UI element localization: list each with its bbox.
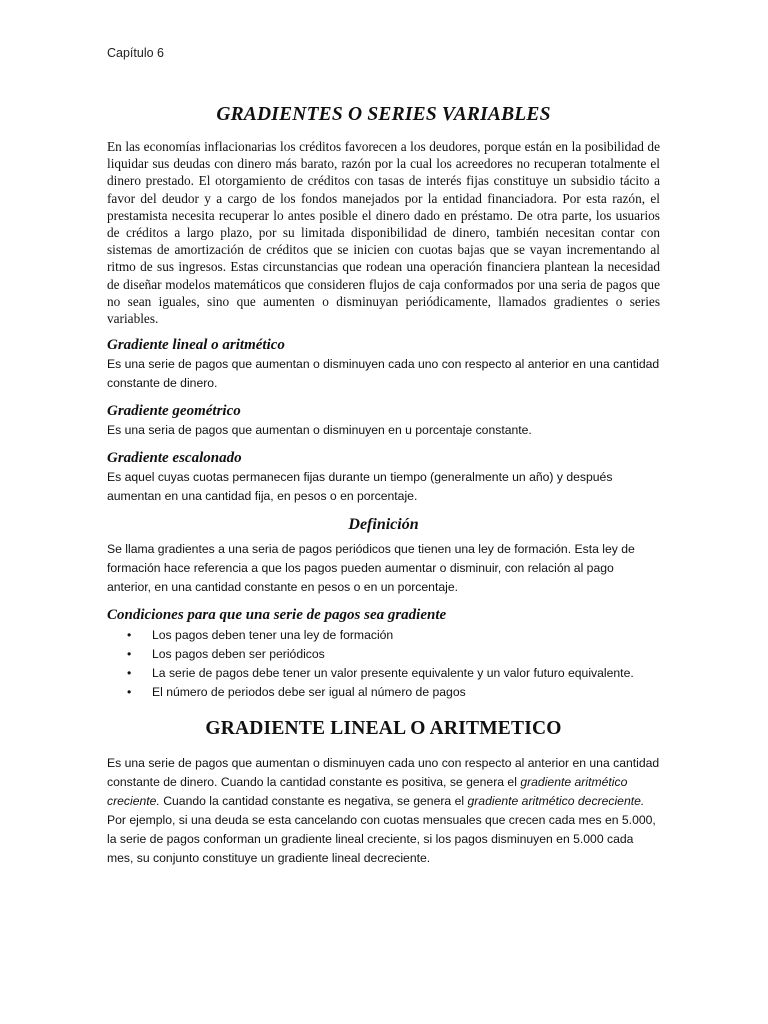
page-content bbox=[107, 104, 660, 878]
conditions-heading: Condiciones para que una serie de pagos sea gradiente bbox=[107, 607, 447, 624]
list-item bbox=[127, 645, 660, 664]
list-item bbox=[127, 664, 660, 683]
linear-emphasis-increasing: gradiente aritmético creciente. bbox=[107, 775, 628, 809]
page-title: GRADIENTES O SERIES VARIABLES bbox=[216, 104, 551, 125]
section-title-linear-gradient: GRADIENTE LINEAL O ARITMETICO bbox=[205, 718, 562, 740]
section-heading-linear: Gradiente lineal o aritmético bbox=[107, 337, 285, 354]
linear-text-part3: Por ejemplo, si una deuda se esta cancelando con cuotas mensuales que crecen cada mes en 5.000, la serie de pagos conforman un gradiente lineal creciente, si los pagos disminuyen en 5.000 cada mes, su conjunto constituye un gradiente lineal decreciente. bbox=[107, 813, 656, 866]
linear-text-part2: Cuando la cantidad constante es negativa, se genera el bbox=[159, 794, 468, 809]
section-heading-geometric: Gradiente geométrico bbox=[107, 403, 241, 420]
chapter-label: Capítulo 6 bbox=[107, 46, 164, 60]
list-item bbox=[127, 683, 660, 702]
linear-gradient-paragraph bbox=[107, 754, 660, 868]
linear-emphasis-decreasing: gradiente aritmético decreciente. bbox=[467, 794, 645, 809]
bullet-icon: • bbox=[127, 685, 132, 700]
definition-text: Se llama gradientes a una seria de pagos periódicos que tienen una ley de formación. Esta ley de formación hace referencia a que los pagos pueden aumentar o disminuir, con relación al pago anterior, en una cantidad constante en pesos o en un porcentaje. bbox=[107, 542, 635, 595]
list-item bbox=[127, 626, 660, 645]
list-item-text: Los pagos deben tener una ley de formación bbox=[152, 628, 394, 643]
list-item-text: El número de periodos debe ser igual al número de pagos bbox=[152, 685, 466, 700]
bullet-icon: • bbox=[127, 628, 132, 643]
conditions-list bbox=[107, 626, 660, 702]
linear-text-part1: Es una serie de pagos que aumentan o disminuyen cada uno con respecto al anterior en una cantidad constante de dinero. Cuando la cantidad constante es positiva, se genera el bbox=[107, 756, 660, 790]
section-text-stepped: Es aquel cuyas cuotas permanecen fijas durante un tiempo (generalmente un año) y después aumentan en una cantidad fija, en pesos o en porcentaje. bbox=[107, 470, 613, 504]
bullet-icon: • bbox=[127, 647, 132, 662]
section-text-linear: Es una serie de pagos que aumentan o disminuyen cada uno con respecto al anterior en una cantidad constante de dinero. bbox=[107, 357, 660, 391]
definition-heading: Definición bbox=[348, 516, 419, 534]
intro-paragraph: En las economías inflacionarias los créditos favorecen a los deudores, porque están en la posibilidad de liquidar sus deudas con dinero más barato, razón por la cual los acreedores no recuperan totalmente el dinero prestado. El otorgamiento de créditos con tasas de interés fijas constituye un subsidio tácito a favor del deudor y a cargo de los fondos manejados por la entidad financiadora. Por esta razón, el prestamista necesita recuperar lo antes posible el dinero dado en préstamo. De otra parte, los usuarios de créditos a largo plazo, por su limitada disponibilidad de dinero, también necesitan contar con sistemas de amortización de créditos que se inicien con cuotas bajas que se vayan incrementando al ritmo de sus ingresos. Estas circunstancias que rodean una operación financiera plantean la necesidad de diseñar modelos matemáticos que consideren flujos de caja conformados por una seria de pagos que no sean iguales, sino que aumenten o disminuyan periódicamente, llamados gradientes o series variables. bbox=[107, 139, 660, 327]
section-heading-stepped: Gradiente escalonado bbox=[107, 450, 242, 467]
bullet-icon: • bbox=[127, 666, 132, 681]
list-item-text: Los pagos deben ser periódicos bbox=[152, 647, 325, 662]
section-text-geometric: Es una seria de pagos que aumentan o disminuyen en u porcentaje constante. bbox=[107, 423, 532, 438]
list-item-text: La serie de pagos debe tener un valor presente equivalente y un valor futuro equivalente. bbox=[152, 666, 634, 681]
